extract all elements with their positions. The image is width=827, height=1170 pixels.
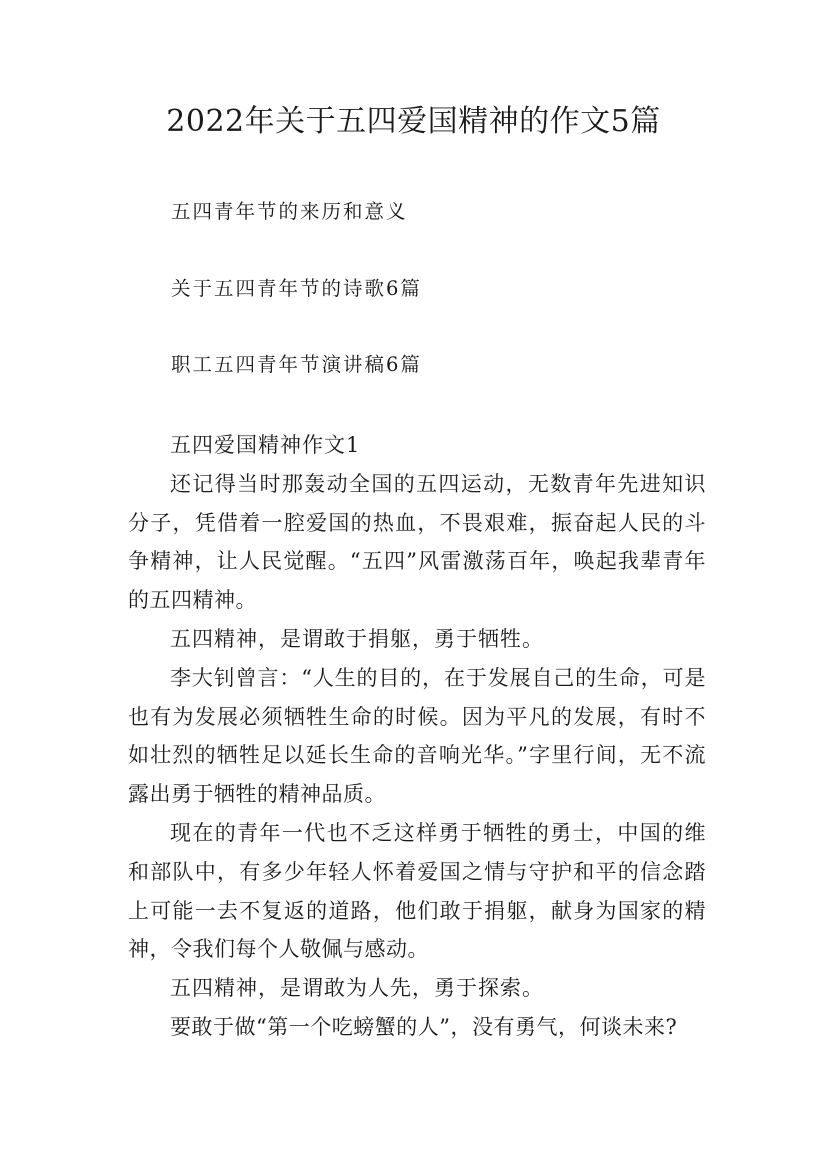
- paragraph: 五四精神，是谓敢于捐躯，勇于牺牲。: [170, 626, 544, 651]
- paragraph: 李大钊曾言：“人生的目的，在于发展自己的生命，可是也有为发展必须牺牲生命的时候。因为平凡的发展，有时不如壮烈的牺牲足以延长生命的音响光华。”字里行间，无不流露出勇于牺牲的精神品质。: [128, 665, 706, 807]
- paragraph: 还记得当时那轰动全国的五四运动，无数青年先进知识分子，凭借着一腔爱国的热血，不畏艰难，振奋起人民的斗争精神，让人民觉醒。“五四”风雷激荡百年，唤起我辈青年的五四精神。: [128, 471, 706, 613]
- article-body: [128, 426, 706, 1047]
- paragraph: 五四精神，是谓敢为人先，勇于探索。: [170, 976, 544, 1001]
- essay-heading: 五四爱国精神作文1: [170, 433, 361, 457]
- related-link-poems[interactable]: 关于五四青年节的诗歌6篇: [171, 277, 422, 300]
- paragraph: 要敢于做“第一个吃螃蟹的人”，没有勇气，何谈未来?: [170, 1014, 678, 1039]
- document-title: 2022年关于五四爱国精神的作文5篇: [166, 104, 661, 139]
- related-link-origin[interactable]: 五四青年节的来历和意义: [171, 200, 408, 223]
- related-link-speech[interactable]: 职工五四青年节演讲稿6篇: [171, 353, 422, 376]
- paragraph: 现在的青年一代也不乏这样勇于牺牲的勇士，中国的维和部队中，有多少年轻人怀着爱国之情与守护和平的信念踏上可能一去不复返的道路，他们敢于捐躯，献身为国家的精神，令我们每个人敬佩与感动。: [128, 820, 706, 962]
